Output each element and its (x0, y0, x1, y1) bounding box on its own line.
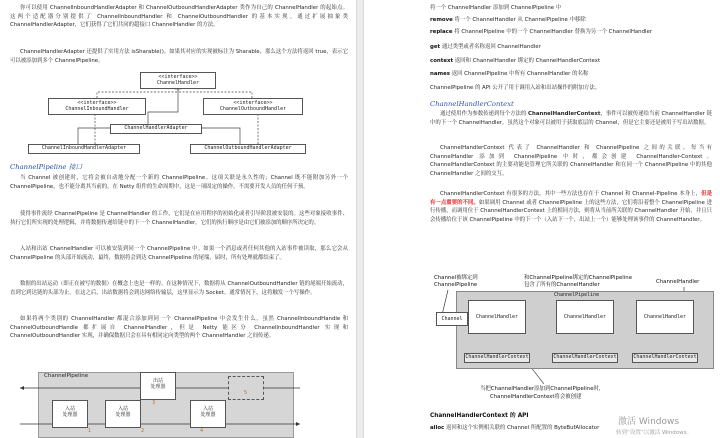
activation-watermark-hint: 转到“设置”以激活 Windows。 (616, 430, 692, 436)
method-description: ChannelPipeline 的 API 公开了用于调用入站和出站操作的附加方法。 (430, 85, 601, 91)
method-name: get (430, 44, 441, 50)
annotation-pipeline-contains: 和ChannelPipeline绑定的ChannelPipeline 包含了所有的ChannelHandler (524, 275, 633, 288)
handler-box-3: ChannelHandler (636, 300, 694, 334)
text-run: 通过使用作为参数传递到每个方法的 (440, 111, 529, 117)
caption-line-2: ChannelHandlerContext将会被创建 (490, 394, 582, 400)
channel-box: Channel (436, 312, 468, 326)
text-run: ，事件可以被传递给当前 ChannelHandler 链中的下一个 ChannelHandler。虽然这个对象可以被用于获取底层的 Channel，但是它主要还是被用于写出站数据。 (430, 111, 712, 126)
pipeline-flow-arrows (0, 0, 356, 438)
inbound-handler-box-2: 入站 处理器 (105, 400, 141, 428)
class-name-label: ChannelInboundHandler (65, 106, 129, 112)
context-paragraph-2: ChannelHandlerContext 代表了 ChannelHandler 和 ChannelPipeline 之间的关联，每当有 ChannelHandler 添加到 ChannelPipeline 中时，都会创建 ChannelHandler-Context。ChannelHandlerContext 的主要功能是管理它所关联的 ChannelHandler 和在同一个 ChannelPipeline 中的其他 ChannelHandler 之间的交互。 (430, 145, 712, 177)
method-description: 返回和这个实例相关联的 Channel 所配置的 ByteBufAllocator (445, 425, 600, 431)
context-box-3: ChannelHandlerContext (632, 353, 698, 363)
sharable-paragraph: ChannelHandlerAdapter 还提供了实用方法 isSharable()。如果其对应的实现被标注为 Sharable，那么这个方法将返回 true，表示它可以被添加到多个 ChannelPipeline。 (10, 49, 348, 64)
context-heading: ChannelHandlerContext (430, 100, 514, 108)
step-number: 5 (244, 390, 248, 396)
intro-paragraph: 你可以使用 ChannelInboundHandlerAdapter 和 ChannelOutboundHandlerAdapter 类作为自己的 ChannelHandler 的起始点。这两个适配器分别提供了 ChannelInboundHandler 和 ChannelOutboundHandler 的基本实现。通过扩展抽象类 ChannelHandlerAdapter，它们获得了它们共同的超接口 ChannelHandler 的方法。 (10, 5, 348, 29)
step-number: 2 (141, 428, 145, 434)
stereotype-label: <<interface>> (233, 100, 273, 106)
method-description: 将一个 ChannelHandler 从 ChannelPipeline 中移除 (454, 17, 586, 23)
stereotype-label: <<interface>> (158, 74, 198, 80)
step-number: 3 (152, 400, 156, 406)
class-name-label: ChannelOutboundHandler (219, 106, 287, 112)
method-description: 返回 ChannelPipeline 中所有 ChannelHandler 的名称 (451, 71, 589, 77)
method-description: 将 ChannelPipeline 中的一个 ChannelHandler 替换为另一个 ChannelHandler (454, 29, 653, 35)
stereotype-label: <<interface>> (77, 100, 117, 106)
pipeline-heading: ChannelPipeline 接口 (10, 163, 83, 171)
pipeline-paragraph-4: 数据的出站运动（即正在被写的数据）在概念上也是一样的。在这种情况下，数据将从 ChannelOutboundHandler 链的尾端开始流动，直到它到达链的头部为止。在这之后，出站数据将会到达网络传输层，这里显示为 Socket。通常情况下，这将触发一个写操作。 (10, 281, 348, 296)
pipeline-paragraph-5: 如果将两个类别的 ChannelHandler 都混合添加到同一个 ChannelPipeline 中会发生什么。虽然 ChannelInboundHandle 和 ChannelOutboundHandle 都扩展自 ChannelHandler，但是 Netty 能区分 ChannelInboundHandler 实现和 ChannelOutboundHandler 实现，并确保数据只会在具有相同定向类型的两个 ChannelHandler 之间传递。 (10, 316, 348, 340)
class-name-label: ChannelHandler (156, 80, 200, 86)
pipeline-paragraph-2: 使得事件流经 ChannelPipeline 是 ChannelHandler 的工作，它们是在应用程序的初始化或者引导阶段被安装的。这些对象接收事件、执行它们所实现的处理逻辑，并将数据传递给链中的下一个 ChannelHandler。它们的执行顺序是由它们被添加的顺序所决定的。 (10, 211, 348, 226)
handler-box-2: ChannelHandler (556, 300, 614, 334)
method-name: context (430, 58, 454, 64)
context-box-2: ChannelHandlerContext (552, 353, 618, 363)
api-heading: ChannelHandlerContext 的 API (430, 413, 529, 419)
method-name: replace (430, 29, 453, 35)
method-name: names (430, 71, 450, 77)
annotation-channel-bound: Channel被绑定到 ChannelPipeline (434, 275, 478, 288)
text-run: ChannelHandlerContext 有很多的方法，其中一些方法也存在于 Channel 和 Channel-Pipeline 本身上， (440, 191, 702, 197)
inbound-handler-box-3: 入站 处理器 (190, 400, 226, 428)
left-page (0, 0, 356, 438)
highlight-text: 但是有一点重要的不同。 (430, 191, 712, 206)
text-run-bold: ChannelHandlerContext (528, 111, 601, 117)
activation-watermark: 激活 Windows (618, 417, 680, 427)
method-name: remove (430, 17, 453, 23)
context-box-1: ChannelHandlerContext (464, 353, 530, 363)
context-arrows (364, 0, 720, 438)
page-gutter (356, 0, 364, 438)
method-description: 返回和 ChannelHandler 绑定的 ChannelHandlerContext (454, 58, 601, 64)
text-run: 如果调用 Channel 或者 ChannelPipeline 上的这些方法，它们将沿着整个 ChannelPipeline 进行传播，而调用位于 ChannelHandlerContext 上的相同方法，则将从当前所关联的 ChannelHandler 开始，并且只会传播给位于该 ChannelPipeline 中的下一个（入站下一个，出站上一个）能够处理该事件的 ChannelHandler。 (430, 199, 712, 223)
pipeline-label: ChannelPipeline (44, 373, 89, 379)
outbound-adapter-box: ChannelOutboundHandlerAdapter (190, 144, 306, 154)
pipeline-paragraph-3: 入站和出站 ChannelHandler 可以被安装到同一个 ChannelPipeline 中。如果一个消息或者任何其他的入站事件被读取，那么它会从 ChannelPipeline 的头部开始流动，最终，数据将会到达 ChannelPipeline 的尾端，届时，所有处理就都结束了。 (10, 246, 348, 261)
handler-adapter-box: ChannelHandlerAdapter (110, 124, 202, 134)
method-description: 将一个 ChannelHandler 添加到 ChannelPipeline 中 (430, 5, 562, 11)
caption-line-1: 当把ChannelHandler添加到ChannelPipeline时， (480, 386, 605, 392)
pipeline-label: ChannelPipeline (554, 292, 600, 298)
handler-box-1: ChannelHandler (468, 300, 526, 334)
outbound-handler-box-2-placeholder (228, 376, 264, 400)
pipeline-paragraph-1: 当 Channel 被创建时，它将会被自动地分配一个新的 ChannelPipeline。这项关联是永久性的；Channel 既不能附加另外一个 ChannelPipeline，也不能分离其当前的。在 Netty 组件的生命周期中，这是一项固定的操作，不需要开发人员的任何干预。 (10, 175, 348, 190)
inbound-adapter-box: ChannelInboundHandlerAdapter (28, 144, 140, 154)
method-description: 通过类型或者名称返回 ChannelHandler (441, 44, 541, 50)
right-page (364, 0, 720, 438)
step-number: 1 (88, 428, 92, 434)
step-number: 4 (200, 428, 204, 434)
method-name: alloc (430, 425, 445, 431)
outbound-handler-box-1: 出站 处理器 (140, 372, 176, 400)
annotation-handler: ChannelHandler (656, 279, 700, 285)
inbound-handler-box-1: 入站 处理器 (52, 400, 88, 428)
